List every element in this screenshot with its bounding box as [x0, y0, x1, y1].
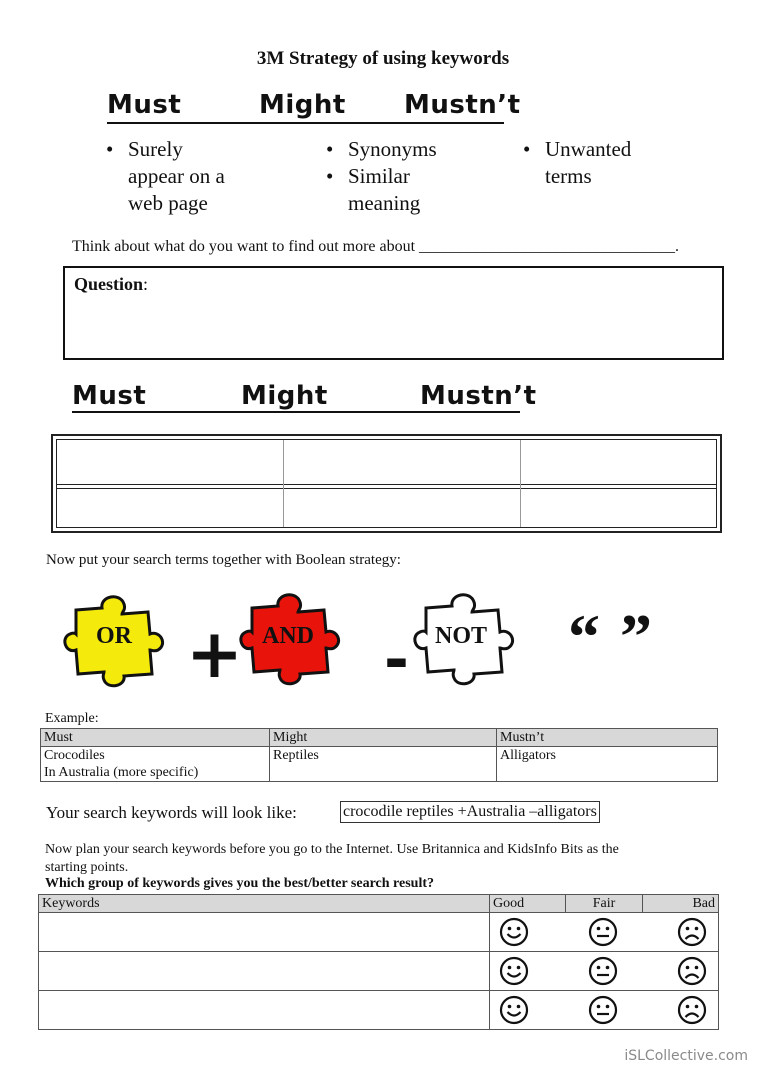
example-label: Example:	[45, 711, 99, 726]
or-label: OR	[96, 623, 132, 649]
rating-faces	[490, 913, 719, 952]
search-keywords-value: crocodile reptiles +Australia –alligators	[340, 801, 600, 823]
header-bad: Bad	[643, 895, 719, 913]
smile-icon[interactable]	[499, 956, 529, 986]
minus-sign: -	[384, 625, 409, 695]
must-point: Surely	[128, 137, 183, 161]
example-cell-mustnt: Alligators	[497, 747, 718, 782]
might-heading-2: Might	[241, 381, 328, 411]
group-question: Which group of keywords gives you the best/better search result?	[45, 876, 435, 891]
plan-text-line-1: Now plan your search keywords before you go to the Internet. Use Britannica and KidsInfo Bits as the	[45, 842, 619, 857]
header-keywords: Keywords	[39, 895, 490, 913]
heading-underline-2	[72, 411, 520, 413]
example-header-might: Might	[270, 729, 497, 747]
keyword-entry-table	[51, 434, 722, 533]
might-point: meaning	[348, 191, 421, 215]
mustnt-list: • Unwanted terms	[523, 137, 632, 188]
heading-underline	[107, 122, 504, 124]
entry-cell-mustnt-1[interactable]	[521, 440, 716, 484]
must-point: appear on a	[128, 164, 225, 188]
rating-faces	[490, 991, 719, 1030]
mustnt-point: Unwanted	[545, 137, 632, 161]
quotes-sign: “ ”	[568, 601, 654, 672]
smile-icon[interactable]	[499, 995, 529, 1025]
must-heading-2: Must	[72, 381, 147, 411]
search-keywords-label: Your search keywords will look like:	[46, 803, 297, 822]
might-point: Synonyms	[348, 137, 437, 161]
header-good: Good	[490, 895, 566, 913]
think-prompt: Think about what do you want to find out more about ________________________________.	[72, 238, 680, 255]
might-list: • Synonyms • Similar meaning	[326, 137, 437, 215]
neutral-icon[interactable]	[588, 995, 618, 1025]
example-table	[40, 728, 718, 782]
not-label: NOT	[435, 623, 488, 649]
page-title: 3M Strategy of using keywords	[256, 48, 510, 69]
header-fair: Fair	[566, 895, 643, 913]
and-label: AND	[262, 623, 314, 649]
example-must-line: Crocodiles	[44, 748, 105, 763]
keyword-cell[interactable]	[39, 913, 490, 952]
entry-cell-mustnt-2[interactable]	[521, 489, 716, 527]
question-box[interactable]	[63, 266, 724, 360]
entry-cell-might-2[interactable]	[284, 489, 520, 527]
frown-icon[interactable]	[677, 956, 707, 986]
must-point: web page	[128, 191, 208, 215]
smile-icon[interactable]	[499, 917, 529, 947]
neutral-icon[interactable]	[588, 917, 618, 947]
mustnt-point: terms	[545, 164, 592, 188]
entry-cell-must-2[interactable]	[57, 489, 283, 527]
must-heading: Must	[107, 90, 182, 120]
entry-cell-might-1[interactable]	[284, 440, 520, 484]
example-header-mustnt: Mustn’t	[497, 729, 718, 747]
neutral-icon[interactable]	[588, 956, 618, 986]
frown-icon[interactable]	[677, 995, 707, 1025]
keyword-cell[interactable]	[39, 991, 490, 1030]
example-cell-must	[41, 747, 270, 782]
keyword-cell[interactable]	[39, 952, 490, 991]
might-heading: Might	[259, 90, 346, 120]
boolean-intro: Now put your search terms together with Boolean strategy:	[46, 552, 401, 568]
rating-table	[38, 894, 719, 1030]
frown-icon[interactable]	[677, 917, 707, 947]
mustnt-heading-2: Mustn’t	[420, 381, 537, 411]
example-must-line: In Australia (more specific)	[44, 765, 199, 780]
example-cell-might: Reptiles	[270, 747, 497, 782]
plan-text-line-2: starting points.	[45, 860, 129, 875]
entry-cell-must-1[interactable]	[57, 440, 283, 484]
might-point: Similar	[348, 164, 410, 188]
question-label: Question:	[74, 274, 149, 294]
must-list: • Surely appear on a web page	[106, 137, 225, 215]
brand-watermark: iSLCollective.com	[624, 1048, 748, 1064]
plus-sign: +	[186, 615, 243, 694]
mustnt-heading: Mustn’t	[404, 90, 521, 120]
example-header-must: Must	[41, 729, 270, 747]
rating-faces	[490, 952, 719, 991]
